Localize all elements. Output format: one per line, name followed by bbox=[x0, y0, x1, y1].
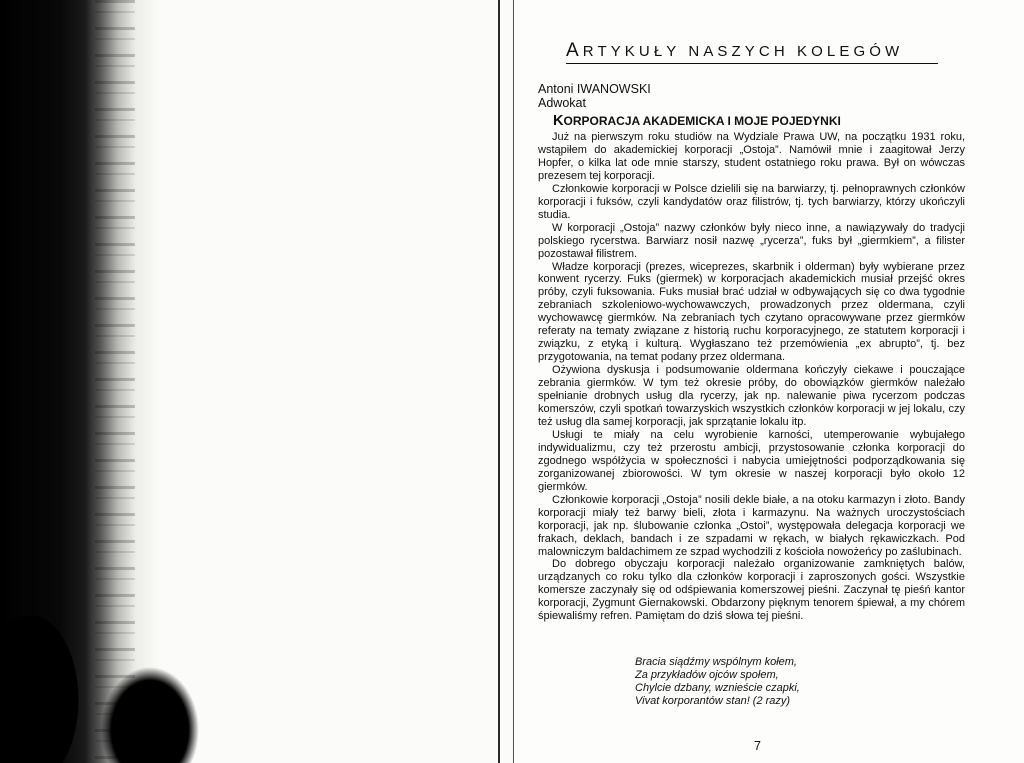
paragraph: Władze korporacji (prezes, wiceprezes, skarbnik i olderman) były wybierane przez konwent rycerzy. Fuks (giermek) w korporacjach akademickich musiał przejść okres próby, czyli fuksowania. Fuks musiał brać udział w odbywających się co dwa tygodnie zebraniach szkoleniowo-wychowawczych, prowadzonych przez oldermana, czyli wychowawcę giermków. Na zebraniach tych czytano opracowywane przez giermków referaty na tematy związane z historią ruchu korporacyjnego, ze statutem korporacji i związku, z etyką i kulturą. Wygłaszano też przemówienia „ex abrupto”, tj. bez przygotowania, na temat podany przez oldermana. bbox=[538, 260, 965, 364]
author-block bbox=[538, 82, 651, 110]
poem-verse bbox=[635, 656, 800, 708]
page-gutter-line bbox=[498, 0, 500, 763]
section-title-rest: RTYKUŁY NASZYCH KOLEGÓW bbox=[582, 43, 904, 60]
paragraph: W korporacji „Ostoja” nazwy członków były nieco inne, a nawiązywały do tradycji polskiego rycerstwa. Barwiarz nosił nazwę „rycerza”, fuks był „giermkiem”, a filister pozostawał filistrem. bbox=[538, 221, 965, 260]
page-number: 7 bbox=[754, 739, 761, 753]
paragraph: Już na pierwszym roku studiów na Wydziale Prawa UW, na początku 1931 roku, wstąpiłem do akademickiej korporacji „Ostoja”. Namówił mnie i zaagitował Jerzy Hopfer, o kilka lat ode mnie starszy, student ostatniego roku prawa. Był on wówczas prezesem tej korporacji. bbox=[538, 131, 965, 182]
poem-line: Za przykładów ojców społem, bbox=[635, 668, 779, 681]
poem-line: Bracia siądźmy wspólnym kołem, bbox=[635, 656, 797, 668]
poem-line: Chylcie dzbany, wznieście czapki, bbox=[635, 681, 800, 694]
article-title-initial: K bbox=[553, 113, 564, 129]
paragraph: Ożywiona dyskusja i podsumowanie oldermana kończyły ciekawe i pouczające zebrania giermków. W tym też okresie próby, do obowiązków giermków należało spełnianie drobnych usług dla rycerzy, jak np. nalewanie piwa rycerzom podczas komerszów, czyli spotkań towarzyskich wszystkich członków korporacji w jej lokalu, czy też usług dla samej korporacji, jak sprzątanie lokalu itp. bbox=[538, 364, 965, 428]
binding-speckle bbox=[95, 0, 135, 763]
article-body bbox=[538, 131, 965, 623]
paragraph: Członkowie korporacji „Ostoja” nosili dekle białe, a na otoku karmazyn i złoto. Bandy korporacji miały też barwy bieli, złota i karmazynu. Na ważnych uroczystościach korporacji, jak np. ślubowanie członka „Ostoi”, występowała delegacja korporacji we frakach, deklach, bandach i ze szpadami w rękach, w białych rękawiczkach. Pod malowniczym baldachimem ze szpad wychodzili z kościoła nowożeńcy po zaślubinach. bbox=[538, 493, 965, 558]
article-title-rest: ORPORACJA AKADEMICKA I MOJE POJEDYNKI bbox=[563, 114, 841, 128]
author-name: Antoni IWANOWSKI bbox=[538, 82, 651, 96]
section-title bbox=[566, 40, 938, 64]
poem-line: Vivat korporantów stan! (2 razy) bbox=[635, 694, 791, 707]
section-title-initial: A bbox=[566, 40, 583, 61]
article-title bbox=[553, 113, 841, 129]
paragraph: Usługi te miały na celu wyrobienie karności, utemperowanie wybujałego indywidualizmu, czy też przerostu ambicji, przystosowanie członka korporacji do zgodnego współżycia w społeczności i nabycia umiejętności podporządkowania się zorganizowanej zbiorowości. W tym okresie w naszej korporacji było około 12 giermków. bbox=[538, 428, 965, 493]
author-role: Adwokat bbox=[538, 96, 586, 110]
paragraph: Członkowie korporacji w Polsce dzielili się na barwiarzy, tj. pełnoprawnych członków korporacji i fuksów, czyli kandydatów oraz filistrów, tj. tych barwiarzy, którzy ukończyli studia. bbox=[538, 182, 965, 221]
paragraph: Do dobrego obyczaju korporacji należało organizowanie zamkniętych balów, urządzanych co roku tylko dla członków korporacji i zaproszonych gości. Wszystkie komersze zaczynały się od odśpiewania komerszowej pieśni. Zaczynał tę pieśń kantor korporacji, Zygmunt Giernakowski. Obdarzony pięknym tenorem śpiewał, a my chórem śpiewaliśmy refren. Pamiętam do dziś słowa tej pieśni. bbox=[538, 558, 965, 623]
